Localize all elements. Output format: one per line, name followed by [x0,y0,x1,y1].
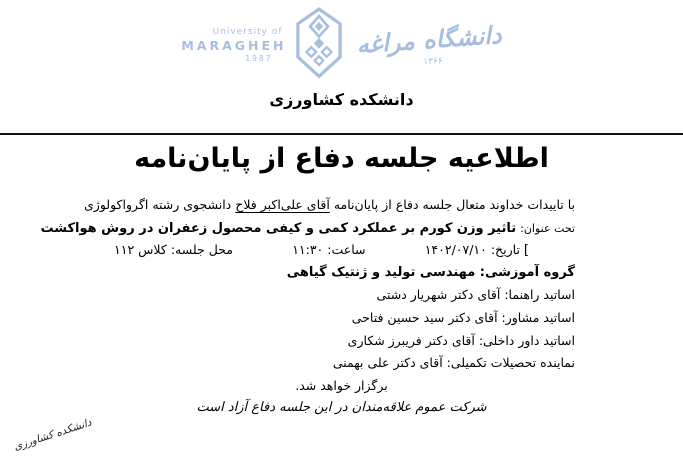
closing-line: برگزار خواهد شد. [295,377,388,393]
intro-prefix: با تاییدات خداوند متعال جلسه دفاع از پایان‌نامه [333,197,575,212]
logo-year-en: 1987 [245,53,273,63]
invitation-line: شرکت عموم علاقه‌مندان در این جلسه دفاع آزاد است [196,400,487,416]
location-value: کلاس ۱۱۲ [114,242,167,258]
date-label: تاریخ: [490,242,520,258]
subject-line [40,217,575,240]
announcement-body [40,194,575,420]
intro-suffix: دانشجوی رشته اگرواکولوژی [84,197,232,212]
logo-university-name-fa: دانشگاه مراغه [355,20,502,59]
announcement-title: اطلاعیه جلسه دفاع از پایان‌نامه [134,143,549,174]
department-line: گروه آموزشی: مهندسی تولید و ژنتیک گیاهی [286,264,575,280]
faculty-signature: دانشکده کشاورزی [12,416,94,453]
intro-line [84,194,575,217]
logo-year-fa: ۱۳۶۶ [422,55,443,67]
supervisors-line: اساتید راهنما: آقای دکتر شهریار دشتی [376,287,575,303]
horizontal-divider [0,133,683,135]
logo-university-of: University of [212,26,283,37]
location-label: محل جلسه: [170,242,233,258]
logo-persian-text [355,22,502,71]
text-cursor-glyph: [ [523,243,529,259]
date-value: ۱۴۰۲/۰۷/۱۰ [424,242,487,258]
time-segment [292,239,365,262]
university-logo [0,6,683,84]
time-value: ۱۱:۳۰ [292,242,324,258]
logo-english-text [181,27,286,63]
student-name: آقای علی‌اکبر فلاح [235,197,330,212]
logo-maragheh: MARAGHEH [181,38,287,54]
date-segment [425,239,529,262]
subject-label: تحت عنوان: [520,221,575,235]
advisors-line: اساتید مشاور: آقای دکتر سید حسین فتاحی [351,309,575,325]
graduate-rep-line: نماینده تحصیلات تکمیلی: آقای دکتر علی بهمنی [332,355,575,371]
faculty-heading: دانشکده کشاورزی [269,90,414,109]
university-emblem-icon [287,6,351,84]
thesis-title: تاثیر وزن کورم بر عملکرد کمی و کیفی محصول زعفران در روش هواکشت [40,220,517,236]
location-segment [114,239,233,262]
session-details-line [108,239,575,262]
internal-examiners-line: اساتید داور داخلی: آقای دکتر فریبرز شکاری [347,332,575,348]
time-label: ساعت: [327,242,366,258]
